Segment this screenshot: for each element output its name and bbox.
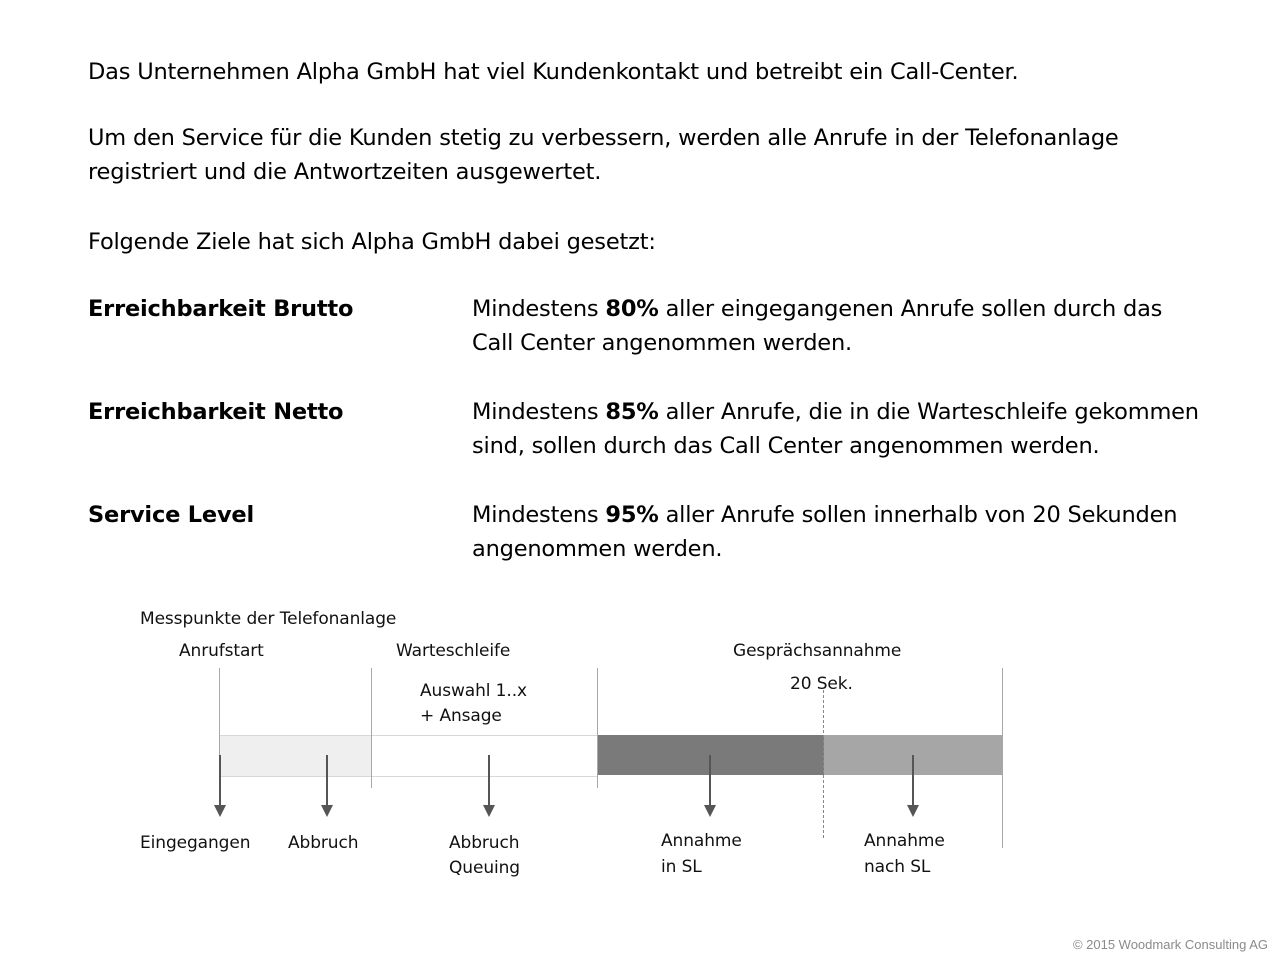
phase-label-warteschleife: Warteschleife <box>396 641 511 661</box>
goal-description-line-1 <box>472 292 1162 326</box>
phase-divider-gespraech <box>597 668 598 788</box>
arrow-down-icon <box>210 755 230 817</box>
measure-label-annahme-sl-1: Annahme <box>661 831 742 851</box>
goal-description-line-1 <box>472 498 1177 532</box>
measure-label-annahme-sl-2: in SL <box>661 857 702 877</box>
goal-line-1-rest: aller Anrufe sollen innerhalb von 20 Sekunden <box>658 502 1178 528</box>
goal-description-service-level <box>472 498 1177 566</box>
sl-threshold-line <box>823 690 824 838</box>
arrow-down-icon <box>903 755 923 817</box>
auswahl-label-line-2: + Ansage <box>420 706 502 726</box>
goal-line-1-rest: aller Anrufe, die in die Warteschleife gekommen <box>658 399 1199 425</box>
arrow-down-icon <box>479 755 499 817</box>
phase-label-gespraechsannahme: Gesprächsannahme <box>733 641 902 661</box>
measure-label-annahme-nach-1: Annahme <box>864 831 945 851</box>
sl-threshold-label: 20 Sek. <box>790 674 853 694</box>
phase-divider-warteschleife <box>371 668 372 788</box>
goal-description-line-2: angenommen werden. <box>472 536 723 562</box>
intro-paragraph-3: Folgende Ziele hat sich Alpha GmbH dabei gesetzt: <box>88 229 656 255</box>
goal-label-netto: Erreichbarkeit Netto <box>88 399 344 425</box>
phase-divider-end <box>1002 668 1003 848</box>
phase-label-anrufstart: Anrufstart <box>179 641 264 661</box>
intro-paragraph-1: Das Unternehmen Alpha GmbH hat viel Kundenkontakt und betreibt ein Call-Center. <box>88 59 1019 85</box>
copyright-notice: © 2015 Woodmark Consulting AG <box>1072 937 1268 952</box>
goal-description-line-2: sind, sollen durch das Call Center angenommen werden. <box>472 433 1100 459</box>
segment-anrufstart <box>220 735 372 777</box>
goal-prefix: Mindestens <box>472 502 606 528</box>
arrow-down-icon <box>700 755 720 817</box>
intro-paragraph-2-line-2: registriert und die Antwortzeiten ausgewertet. <box>88 159 602 185</box>
goal-prefix: Mindestens <box>472 296 606 322</box>
measure-label-abbruch: Abbruch <box>288 833 359 853</box>
goal-label-service-level: Service Level <box>88 502 255 528</box>
goal-label-brutto: Erreichbarkeit Brutto <box>88 296 354 322</box>
goal-prefix: Mindestens <box>472 399 606 425</box>
goal-percentage: 95% <box>605 502 659 528</box>
goal-percentage: 80% <box>605 296 659 322</box>
goal-description-brutto <box>472 292 1162 360</box>
measure-label-abbruch-queuing-1: Abbruch <box>449 833 520 853</box>
measure-label-annahme-nach-2: nach SL <box>864 857 931 877</box>
goal-percentage: 85% <box>605 399 659 425</box>
goal-description-line-1 <box>472 395 1199 429</box>
auswahl-label-line-1: Auswahl 1..x <box>420 681 527 701</box>
goal-description-line-2: Call Center angenommen werden. <box>472 330 852 356</box>
goal-line-1-rest: aller eingegangenen Anrufe sollen durch das <box>658 296 1163 322</box>
diagram-title: Messpunkte der Telefonanlage <box>140 609 397 629</box>
intro-paragraph-2-line-1: Um den Service für die Kunden stetig zu verbessern, werden alle Anrufe in der Telefonanlage <box>88 125 1119 151</box>
measure-label-eingegangen: Eingegangen <box>140 833 251 853</box>
goal-description-netto <box>472 395 1199 463</box>
measure-label-abbruch-queuing-2: Queuing <box>449 858 520 878</box>
arrow-down-icon <box>317 755 337 817</box>
